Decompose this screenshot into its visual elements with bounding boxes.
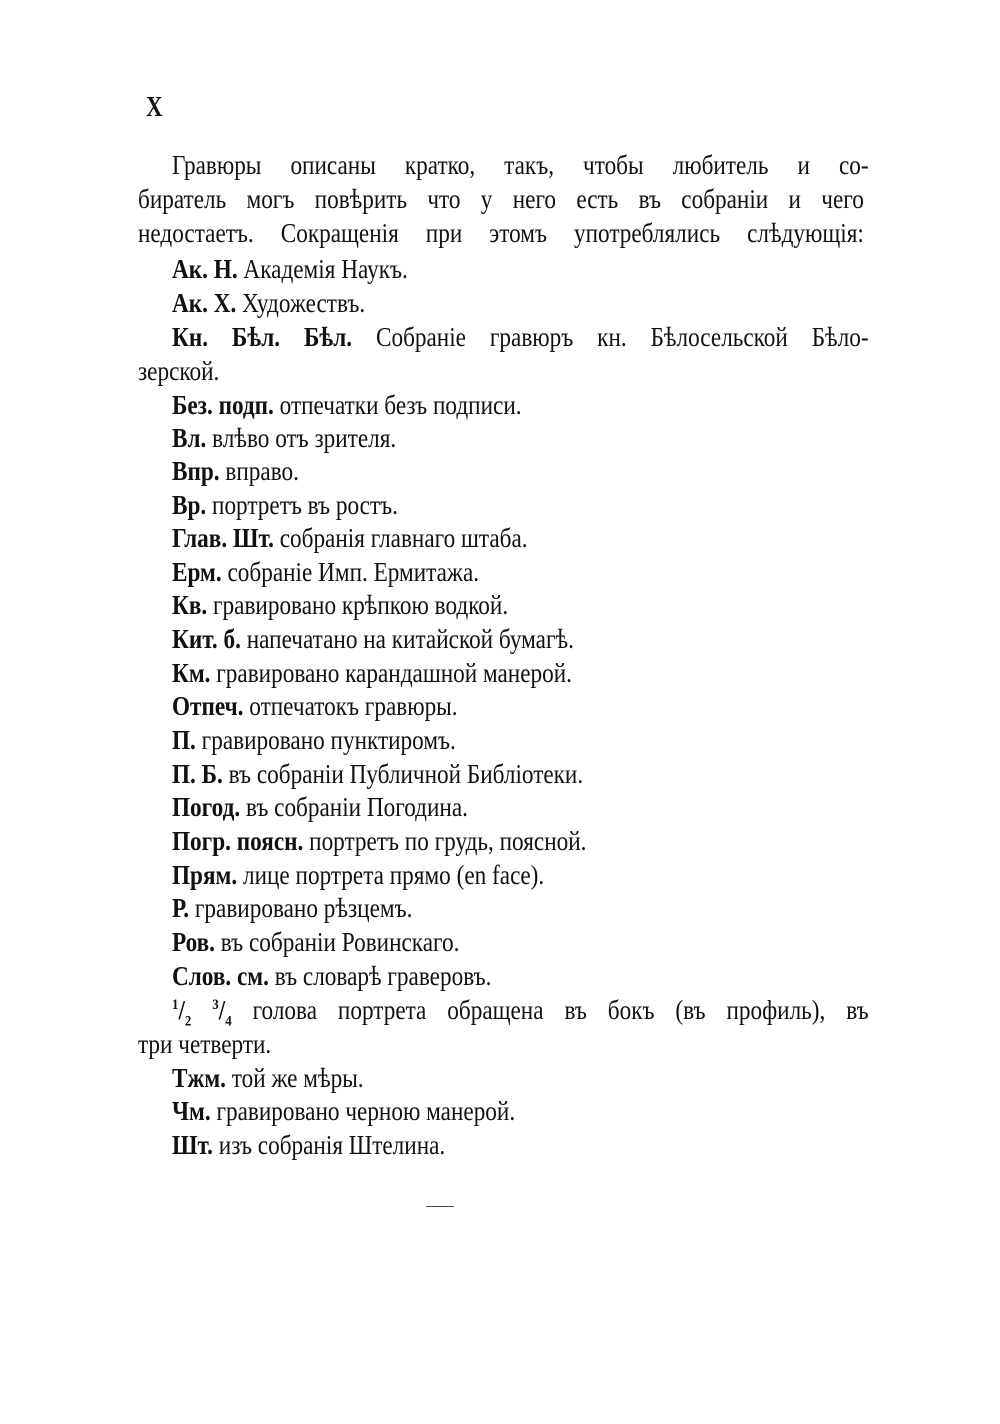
entry-line <box>172 691 458 722</box>
entry-text: гравировано крѣпкою водкой. <box>212 590 509 620</box>
entry-abbr: Погод. <box>172 792 241 822</box>
entry-text: въ словарѣ граверовъ. <box>274 961 492 991</box>
entry-text: собраніе Имп. Ермитажа. <box>227 557 480 587</box>
entry-line <box>172 860 544 891</box>
entry-text: въ собраніи Погодина. <box>245 792 468 822</box>
entry-line <box>172 288 365 319</box>
entry-text: лице портрета прямо (en face). <box>242 860 545 890</box>
entry-line <box>172 490 398 521</box>
entry-abbr: П. <box>172 725 196 755</box>
entry-abbr: Слов. см. <box>172 961 269 991</box>
section-end-rule <box>426 1206 454 1207</box>
intro-line-2: биратель могъ повѣрить что у него есть въ собраніи и чего <box>138 184 864 214</box>
entry-text: гравировано карандашной манерой. <box>216 658 572 688</box>
entry-continuation: три четверти. <box>138 1029 272 1059</box>
entry-text: Художествъ. <box>242 288 366 318</box>
entry-text: гравировано рѣзцемъ. <box>194 893 413 923</box>
intro-line-3: недостаетъ. Сокращенія при этомъ употреблялись слѣдующія: <box>138 218 864 248</box>
page-number: X <box>146 92 163 123</box>
entry-text: вправо. <box>225 456 299 486</box>
entry-line <box>172 590 508 621</box>
entry-line <box>172 725 456 756</box>
entry-text: портретъ по грудь, поясной. <box>309 826 587 856</box>
entry-abbr: П. Б. <box>172 759 223 789</box>
entry-abbr: Шт. <box>172 1130 213 1160</box>
entry-abbr: Ак. Х. <box>172 288 237 318</box>
entry-text: гравировано черною манерой. <box>216 1096 516 1126</box>
entry-line <box>172 826 586 857</box>
entry-text: отпечатокъ гравюры. <box>249 691 458 721</box>
entry-line <box>172 322 869 353</box>
entry-text: Собраніе гравюръ кн. Бѣлосельской Бѣло- <box>375 322 869 352</box>
entry-text: влѣво отъ зрителя. <box>212 423 397 453</box>
entry-abbr: Ров. <box>172 927 215 957</box>
entry-line <box>172 1063 364 1094</box>
fraction-three-quarters: $^3/_4$ <box>212 995 232 1030</box>
entry-text: напечатано на китайской бумагѣ. <box>246 624 574 654</box>
entry-text: той же мѣры. <box>231 1063 364 1093</box>
entry-text: отпечатки безъ подписи. <box>279 390 522 420</box>
entry-line <box>172 792 468 823</box>
entry-line <box>172 523 528 554</box>
entry-line <box>172 624 574 655</box>
entry-abbr: Прям. <box>172 860 238 890</box>
entry-text: портретъ въ ростъ. <box>212 490 398 520</box>
entry-abbr: Вр. <box>172 490 207 520</box>
entry-text: въ собраніи Публичной Библіотеки. <box>228 759 584 789</box>
entry-line <box>172 254 408 285</box>
entry-abbr: Отпеч. <box>172 691 244 721</box>
entry-abbr: Кн. Бѣл. Бѣл. <box>172 322 353 352</box>
entry-line <box>172 557 479 588</box>
entry-line <box>172 658 572 689</box>
entry-abbr: Без. подп. <box>172 390 274 420</box>
entry-text: Академія Наукъ. <box>243 254 408 284</box>
fraction-half: $^1/_2$ <box>172 995 192 1030</box>
entry-abbr: Впр. <box>172 456 220 486</box>
entry-text: изъ собранія Штелина. <box>218 1130 446 1160</box>
entry-line <box>172 893 412 924</box>
entry-text: въ собраніи Ровинскаго. <box>220 927 460 957</box>
entry-abbr: Кит. б. <box>172 624 241 654</box>
entry-line <box>172 390 522 421</box>
entry-abbr: Р. <box>172 893 190 923</box>
entry-abbr: Вл. <box>172 423 207 453</box>
entry-text: гравировано пунктиромъ. <box>201 725 456 755</box>
entry-abbr: Кв. <box>172 590 208 620</box>
entry-abbr: Глав. Шт. <box>172 523 274 553</box>
entry-line <box>172 1096 515 1127</box>
entry-abbr: Погр. поясн. <box>172 826 304 856</box>
fraction-entry-line <box>172 995 869 1030</box>
entry-text: собранія главнаго штаба. <box>279 523 528 553</box>
entry-continuation: зерской. <box>138 356 220 386</box>
entry-abbr: Тжм. <box>172 1063 226 1093</box>
intro-line-1: Гравюры описаны кратко, такъ, чтобы любитель и со- <box>172 150 869 180</box>
entry-text: голова портрета обращена въ бокъ (въ профиль), въ <box>252 995 869 1025</box>
entry-abbr: Км. <box>172 658 211 688</box>
entry-abbr: Ерм. <box>172 557 222 587</box>
entry-line <box>172 961 491 992</box>
entry-line <box>172 927 459 958</box>
entry-line <box>172 423 396 454</box>
entry-abbr: Чм. <box>172 1096 211 1126</box>
entry-line <box>172 759 583 790</box>
entry-line <box>172 456 299 487</box>
entry-abbr: Ак. Н. <box>172 254 238 284</box>
entry-line <box>172 1130 445 1161</box>
